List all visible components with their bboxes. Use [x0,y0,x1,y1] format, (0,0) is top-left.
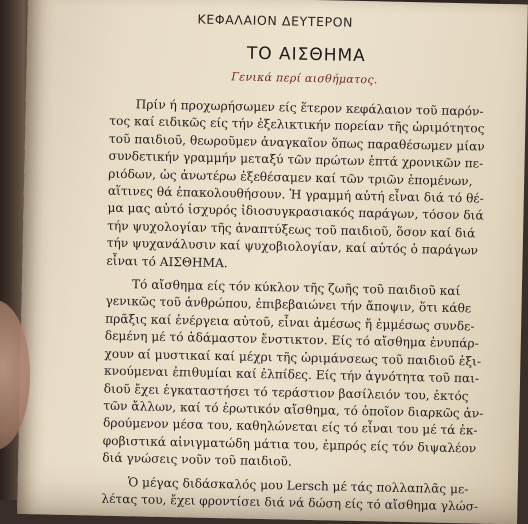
text-line: Ὁ μέγας διδάσκαλός μου Lersch μέ τάς πολλαπλᾶς με- [127,474,469,496]
text-line: διά γνώσεις νοῦν τοῦ παιδιοῦ. [102,450,292,469]
text-line: δρούμενον μέσα του, καθηλώνεται είς τό εἶναι του μέ τά ἐκ- [102,415,478,438]
text-line: εἶναι τό ΑΙΣΘΗΜΑ. [106,253,228,270]
body-text [101,96,490,516]
text-line: πρᾶξις καί ἐνέργεια αὐτοῦ, εἶναι ἀμέσως ἤ ἐμμέσως συνδε- [105,311,475,334]
text-line: Τό αἴσθημα είς τόν κύκλον τῆς ζωῆς τοῦ παιδιοῦ καί [131,277,461,299]
text-line: ριόδων, ὡς ἀνωτέρω ἐξεθέσαμεν καί τῶν τριῶν ἑπομένων, [108,166,473,188]
text-line: κνούμεναι ἐπιθυμίαι καί ἐλπίδες. Είς τήν ἁγνότητα τοῦ παι- [103,363,480,386]
text-line: τῶν ἄλλων, καί τό ἐρωτικόν αἴσθημα, τό ὁποῖον διαρκῶς ἀν- [103,398,484,421]
book-page [17,0,528,524]
text-line: δεμένη μέ τό ἀδάμαστον ἔνστικτον. Είς τό αἴσθημα ἐνυπάρ- [104,328,479,351]
text-line: γενικῶς τοῦ ἀνθρώπου, ἐπιβεβαιώνει τήν ἄποψιν, ὅτι κάθε [105,294,472,316]
chapter-title: ΤΟ ΑΙΣΘΗΜΑ [246,43,366,67]
text-line: Πρίν ή προχωρήσωμεν είς ἕτερον κεφάλαιον τοῦ παρόν- [135,97,484,119]
text-line: συνδετικήν γραμμήν μεταξύ τῶν πρώτων ἑπτά χρονικῶν πε- [108,148,484,171]
text-line: λέτας του, ἔχει φροντίσει διά νά δώση είς τό αἴσθημα γλώσ- [101,491,479,514]
text-line: τήν ψυχολογίαν τῆς ἀναπτύξεως τοῦ παιδιοῦ, ὅσον καί διά [107,218,476,241]
text-line: χουν αί μυστικαί καί μέχρι τῆς ὡριμάνσεως τοῦ παιδιοῦ ἐξι- [104,346,482,369]
text-line: τος καί ειδικῶς είς τήν ἐξελικτικήν πορείαν τῆς ὡριμότητος [109,114,485,136]
chapter-heading: ΚΕΦΑΛΑΙΟΝ ΔΕΥΤΕΡΟΝ [197,11,354,30]
text-line: αἵτινες θά ἐπακολουθήσουν. Ἡ γραμμή αὐτή εἶναι διά τό θέ- [107,183,484,206]
handwritten-annotation: Γενικά περί αισθήματος. [231,70,378,87]
text-line: τοῦ παιδιοῦ, θεωροῦμεν ἀναγκαῖον ὅπως παραθέσωμεν μίαν [108,131,485,154]
text-line: μα μας αὐτό ἰσχυρός ἰδιοσυγκρασιακός παράγων, τόσον διά [107,201,484,224]
text-line: τήν ψυχανάλυσιν καί ψυχοβιολογίαν, καί αὐτός ὁ παράγων [106,235,479,258]
text-line: διοῦ ἔχει ἐγκαταστήσει τό τεράστιον βασίλειόν του, ἐκτός [103,381,469,403]
text-line: φοβιστικά αἰνιγματώδη μάτια του, ἐμπρός είς τόν διψαλέον [102,433,477,456]
